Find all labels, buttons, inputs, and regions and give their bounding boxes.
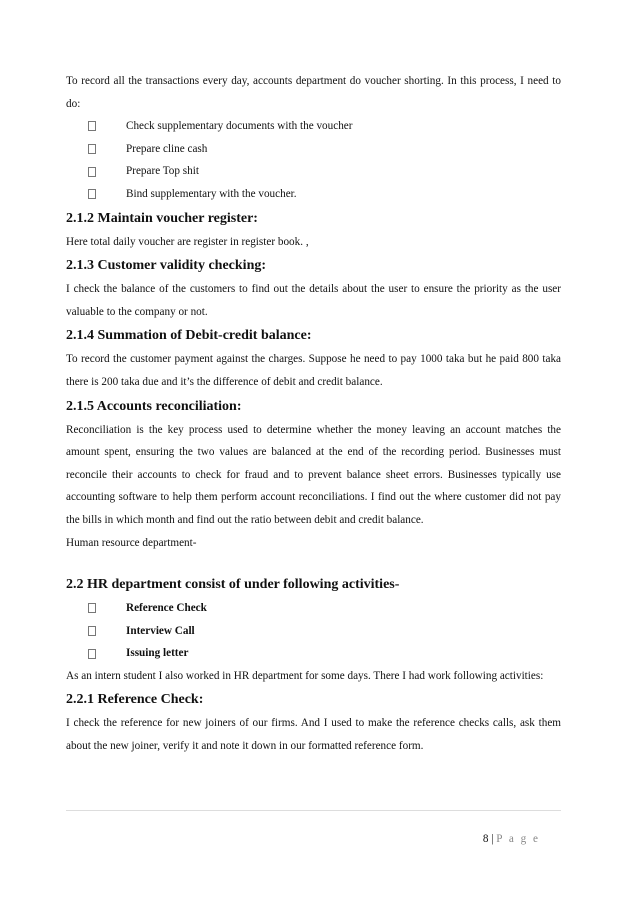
section-heading: 2.1.4 Summation of Debit-credit balance: — [66, 328, 312, 344]
list-item: Prepare cline cash — [66, 138, 561, 161]
bullet-icon — [88, 603, 96, 613]
section-paragraph: To record the customer payment against the charges. Suppose he need to pay 1000 taka but he paid 800 taka there is 200 taka due and it’s the difference of debit and credit balance. — [66, 353, 561, 388]
voucher-steps-list — [66, 115, 561, 205]
list-item: Check supplementary documents with the voucher — [66, 115, 561, 138]
bullet-icon — [88, 167, 96, 177]
footer-divider — [66, 810, 561, 811]
page-separator: | — [491, 833, 494, 845]
page-footer — [483, 833, 540, 845]
list-item: Prepare Top shit — [66, 160, 561, 183]
list-item: Interview Call — [66, 620, 561, 643]
section-paragraph: I check the reference for new joiners of our firms. And I used to make the reference checks calls, ask them about the new joiner, verify it and note it down in our formatted reference form. — [66, 717, 561, 753]
hr-activities-list — [66, 597, 561, 665]
section-heading: 2.1.5 Accounts reconciliation: — [66, 398, 242, 414]
section-paragraph: Here total daily voucher are register in register book. , — [66, 235, 309, 248]
document-body — [66, 70, 561, 758]
page-label: P a g e — [496, 833, 540, 845]
page-number: 8 — [482, 833, 489, 845]
list-item: Issuing letter — [66, 642, 561, 665]
section-paragraph: As an intern student I also worked in HR department for some days. There I had work following activities: — [66, 669, 544, 682]
section-heading: 2.1.3 Customer validity checking: — [66, 258, 267, 274]
section-heading: 2.2 HR department consist of under following activities- — [66, 577, 400, 593]
bullet-icon — [88, 626, 96, 636]
section-note: Human resource department- — [66, 536, 197, 549]
list-item: Reference Check — [66, 597, 561, 620]
list-item: Bind supplementary with the voucher. — [66, 183, 561, 206]
section-heading: 2.1.2 Maintain voucher register: — [66, 210, 258, 226]
bullet-icon — [88, 144, 96, 154]
intro-paragraph: To record all the transactions every day, accounts department do voucher shorting. In this process, I need to do: — [66, 75, 561, 110]
section-paragraph: Reconciliation is the key process used to determine whether the money leaving an account matches the amount spent, ensuring the two values are balanced at the end of the recording period. Businesses must reconcile their accounts to check for fraud and to prevent balance sheet errors. Businesses typically use accounting software to help them perform account reconciliations. I find out the where customer did not pay the bills in which month and find out the ratio between debit and credit balance. — [66, 423, 561, 526]
section-paragraph: I check the balance of the customers to find out the details about the user to ensure the priority as the user valuable to the company or not. — [66, 283, 561, 318]
bullet-icon — [88, 121, 96, 131]
section-heading: 2.2.1 Reference Check: — [66, 692, 204, 708]
bullet-icon — [88, 649, 96, 659]
bullet-icon — [88, 189, 96, 199]
